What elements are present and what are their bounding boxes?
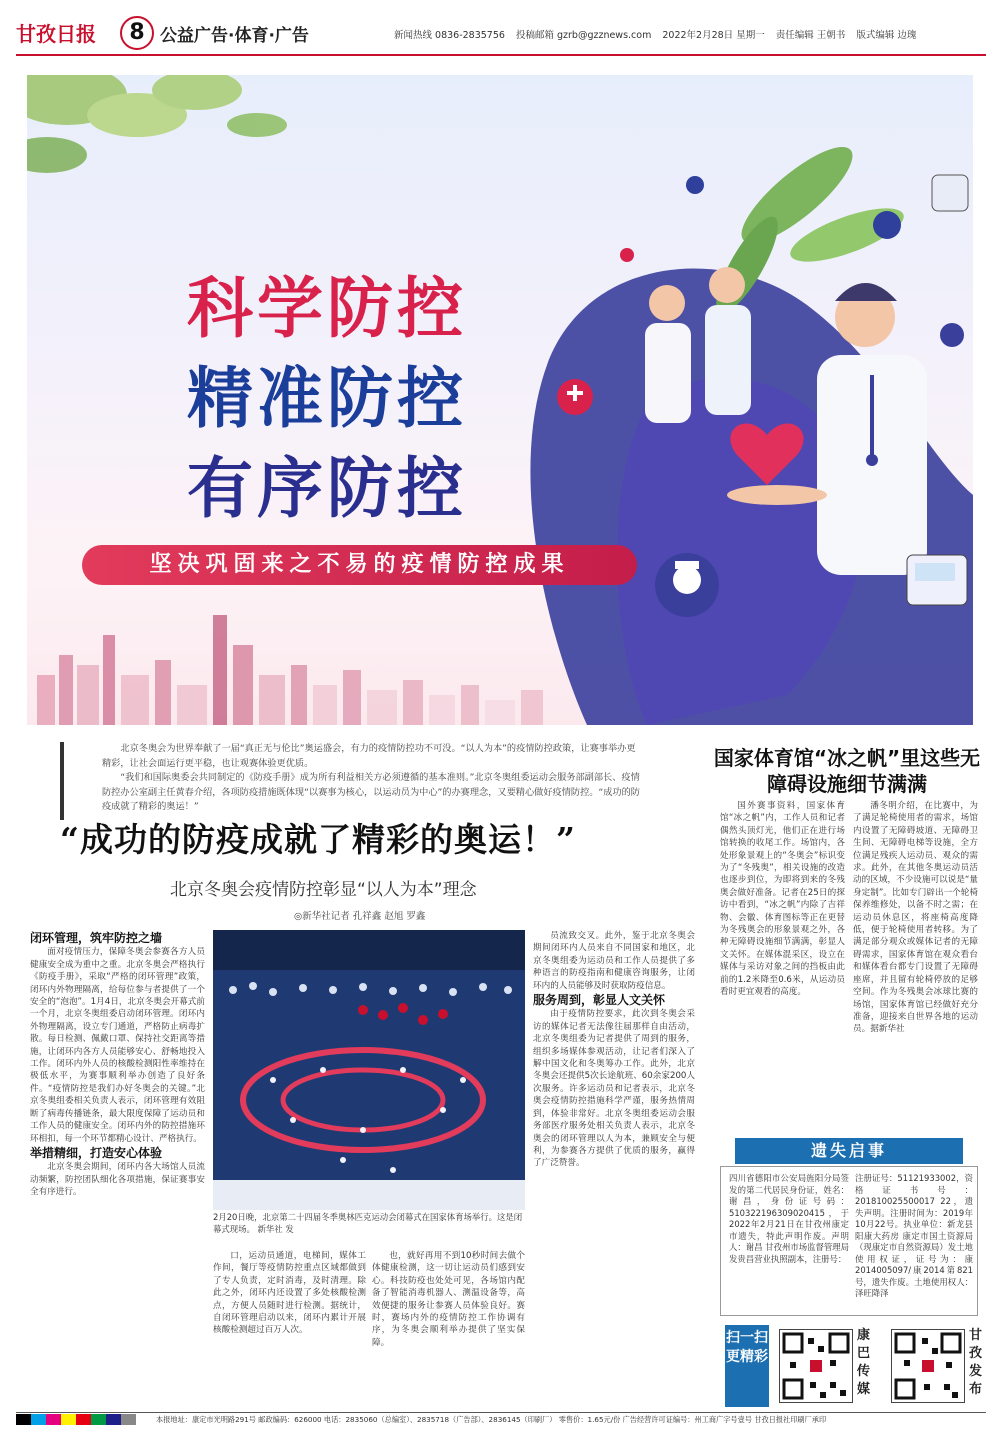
qr-code-icon — [780, 1330, 852, 1402]
article-column-3 — [372, 1250, 525, 1408]
lead-paragraph-1: 北京冬奥会为世界奉献了一届“真正无与伦比”奥运盛会，有力的疫情防控功不可没。“以人为本”的疫情防控政策，让赛事举办更精彩，让社会面运行更平稳，也让观赛体验更优质。 — [102, 743, 636, 769]
closing-ceremony-image — [213, 930, 525, 1210]
qr-code-kangba[interactable] — [779, 1329, 853, 1403]
right-article-column-1 — [720, 800, 845, 1125]
column-4-text: 员流致交叉。此外，鉴于北京冬奥会期间闭环内人员来自不同国家和地区，北京冬奥组委为运动员和工作人员提供了多种语言的防疫指南和健康咨询服务，让闭环内的人员能够及时获取防疫信息。 — [533, 931, 695, 991]
responsible-editor: 责任编辑 王朝书 — [775, 30, 846, 41]
hero-poster — [27, 75, 973, 725]
qr-label-ganzi: 甘孜发布 — [969, 1328, 983, 1397]
page-number: 8 — [120, 16, 154, 50]
section-heading-closed-loop: 闭环管理，筑牢防控之墙 — [30, 931, 163, 945]
article-byline: ◎新华社记者 孔祥鑫 赵旭 罗鑫 — [294, 911, 426, 922]
qr-code-strip — [725, 1325, 983, 1407]
lost-notice-right-text: 注册证号：51121933002，资格证书号：201810025500017 22，遗失声明。注册时间为：2019年10月22号。执业单位：新龙县阳康大药房 康定市国土资源局（现康定市自然资源局）发土地使用权证，证号为：康2014005097/康2014第821号，遗失作废。土地使用权人：泽旺降泽 — [855, 1173, 973, 1298]
lost-notice-right — [855, 1173, 973, 1300]
section-heading-measures: 举措精细，打造安心体验 — [30, 1145, 163, 1160]
right-article-headline[interactable]: 国家体育馆“冰之帆”里这些无障碍设施细节满满 — [713, 746, 981, 796]
page-header — [16, 16, 986, 56]
email-address[interactable]: 投稿邮箱 gzrb@gzznews.com — [515, 30, 652, 41]
qr-label-kangba: 康巴传媒 — [857, 1328, 871, 1397]
qr-code-icon — [892, 1330, 964, 1402]
closing-ceremony-photo — [213, 930, 525, 1210]
section-2-text: 北京冬奥会期间，闭环内各大场馆人员流动频繁，防控团队细化各项措施，保证赛事安全有序进行。 — [30, 1162, 205, 1198]
right-article-column-2 — [853, 800, 978, 1125]
hero-background-art — [27, 75, 973, 725]
article-subheadline: 北京冬奥会疫情防控彰显“以人为本”理念 — [170, 880, 477, 900]
photo-caption: 2月20日晚，北京第二十四届冬季奥林匹克运动会闭幕式在国家体育场举行。这是闭幕式现场。 新华社 发 — [213, 1212, 523, 1234]
lost-notice-left-text: 四川省德阳市公安局旌阳分局签发的第二代居民身份证，姓名：谢昌，身份证号码：510322196309020415，于2022年2月21日在甘孜州康定市遗失，特此声明作废。声明人：谢昌 甘孜州市场监督管理局发贵昌营业执照副本，注册号： — [729, 1173, 849, 1264]
news-hotline: 新闻热线 0836-2835756 — [394, 30, 505, 41]
scan-label: 扫一扫 更精彩 — [725, 1325, 769, 1407]
lead-paragraph-2: “我们和国际奥委会共同制定的《防疫手册》成为所有利益相关方必须遵循的基本准则。”北京冬奥组委运动会服务部副部长、疫情防控办公室副主任黄春介绍，各项防疫措施既体现“以赛事为核心，以运动员为中心”的办赛理念，又要精心做好疫情防控。“成功的防疫成就了精彩的奥运！” — [102, 772, 640, 812]
hero-slogan-banner: 坚决巩固来之不易的疫情防控成果 — [82, 545, 637, 585]
article-headline[interactable]: “成功的防疫成就了精彩的奥运！” — [60, 820, 576, 859]
column-1-text: 面对疫情压力，保障冬奥会参赛各方人员健康安全成为重中之重。北京冬奥会严格执行《防疫手册》，采取“严格的闭环管理”政策，闭环内外物理隔离，给每位参与者提供了一个安全的“泡泡”。1月4日，北京冬奥会开幕式前一个月，北京冬奥组委启动闭环管理。闭环内外物理隔离，设立专门通道，严格防止病毒扩散。每日检测、佩戴口罩、保持社交距离等措施，让闭环内各方人员能够安心、舒畅地投入工作。闭环内外人员的核酸检测阳性率维持在极低水平，为赛事顺利举办创造了良好条件。“疫情防控是我们办好冬奥会的关键。”北京冬奥组委相关负责人表示，闭环管理有效阻断了病毒传播链条，最大限度保障了运动员和工作人员的健康安全。闭环内外的防控措施环环相扣，每一个环节都精心设计、严格执行。 — [30, 947, 205, 1144]
hero-title-line-1: 科学防控 — [187, 270, 467, 347]
page-footer: 本报地址：康定市光明路291号 邮政编码：626000 电话：2835060（总编室）、2835718（广告部）、2836145（印刷厂） 零售价：1.65元/份 广告经营许可证编号：州工商广字号壹号 甘孜日报社印刷厂承印 — [16, 1412, 986, 1428]
hero-title-line-3: 有序防控 — [187, 450, 467, 527]
article-column-1 — [30, 930, 205, 1408]
column-3-text: 也，就好再用不到10秒时间去做个体健康检测，这一切让运动员们感到安心。科技防疫也处处可见，各场馆内配备了智能消毒机器人、测温设备等，高效便捷的服务让参赛人员体验良好。赛时，赛场内外的疫情防控工作协调有序，为冬奥会顺利举办提供了坚实保障。 — [372, 1251, 525, 1348]
city-skyline — [37, 615, 543, 725]
article-column-2 — [213, 1250, 366, 1408]
hero-title-line-2: 精准防控 — [187, 360, 467, 437]
lost-notice-box — [720, 1166, 978, 1316]
masthead-logo[interactable]: 甘孜日报 — [16, 22, 96, 46]
header-info — [394, 27, 924, 41]
section-heading-service: 服务周到，彰显人文关怀 — [533, 993, 666, 1008]
qr-code-ganzi[interactable] — [891, 1329, 965, 1403]
article-column-4 — [533, 930, 695, 1408]
lost-notice-left — [729, 1173, 849, 1265]
section-3-text: 由于疫情防控要求，此次到冬奥会采访的媒体记者无法像往届那样自由活动，北京冬奥组委为记者提供了周到的服务，组织多场媒体参观活动，让记者们深入了解中国文化和冬奥筹办工作。此外，北京冬奥会还提供5次长途航班、60余家200人次服务。许多运动员和记者表示，北京冬奥会疫情防控措施科学严谨，服务热情周到，体验非常好。北京冬奥组委运动会服务部医疗服务处相关负责人表示，北京冬奥会的闭环管理以人为本，兼顾安全与便利，为参赛各方提供了优质的服务，赢得了广泛赞誉。 — [533, 1009, 695, 1169]
right-column-1-text: 国外赛事资料，国家体育馆“冰之帆”内，工作人员和记者偶然头顶灯光，他们正在进行场馆转换的收尾工作。场馆内，各处形象景观上的“冬奥会”标识变为了“冬残奥”，相关设施的改造也逐步到位，为即将到来的冬残奥会做好准备。记者在25日的探访中看到，“冰之帆”内除了吉祥物、会徽、体育图标等正在更替为冬残奥会的形象景观之外，各种无障碍设施细节满满，彰显人文关怀。在媒体混采区，设立在媒体与采访对象之间的挡板由此前的1.2米降至0.6米，从运动员看时更宜观看的高度。 — [720, 801, 845, 998]
column-2-text: 口，运动员通道，电梯间，媒体工作间，餐厅等疫情防控重点区域都做到了专人负责，定时消毒，及时清理。除此之外，闭环内还设置了多处核酸检测点，方便人员随时进行检测。据统计，自闭环管理启动以来，闭环内累计开展核酸检测超过百万人次。 — [213, 1251, 366, 1336]
article-lead — [60, 742, 640, 820]
right-column-2-text: 潘冬明介绍，在比赛中，为了满足轮椅使用者的需求，场馆内设置了无障碍坡道、无障碍卫生间、无障碍电梯等设施，全方位满足残疾人运动员、观众的需求。此外，在其他冬奥运动员活动的区域，不少设施可以说是“量身定制”。比如专门辟出一个轮椅保养维修处，以备不时之需；在运动员休息区，将座椅高度降低，便于轮椅使用者转移。为了满足部分观众或媒体记者的无障碍需求，国家体育馆在观众看台和媒体看台都专门设置了无障碍座席，并且留有轮椅停放的足够空间。作为冬残奥会冰球比赛的场馆，国家体育馆已经做好充分准备，迎接来自世界各地的运动员。据新华社 — [853, 801, 978, 1035]
section-title: 公益广告·体育·广告 — [160, 26, 309, 46]
lost-notice-title: 遗失启事 — [735, 1138, 963, 1164]
leaves-decoration — [27, 75, 287, 173]
issue-date: 2022年2月28日 星期一 — [662, 30, 765, 41]
layout-editor: 版式编辑 边瑰 — [856, 30, 917, 41]
